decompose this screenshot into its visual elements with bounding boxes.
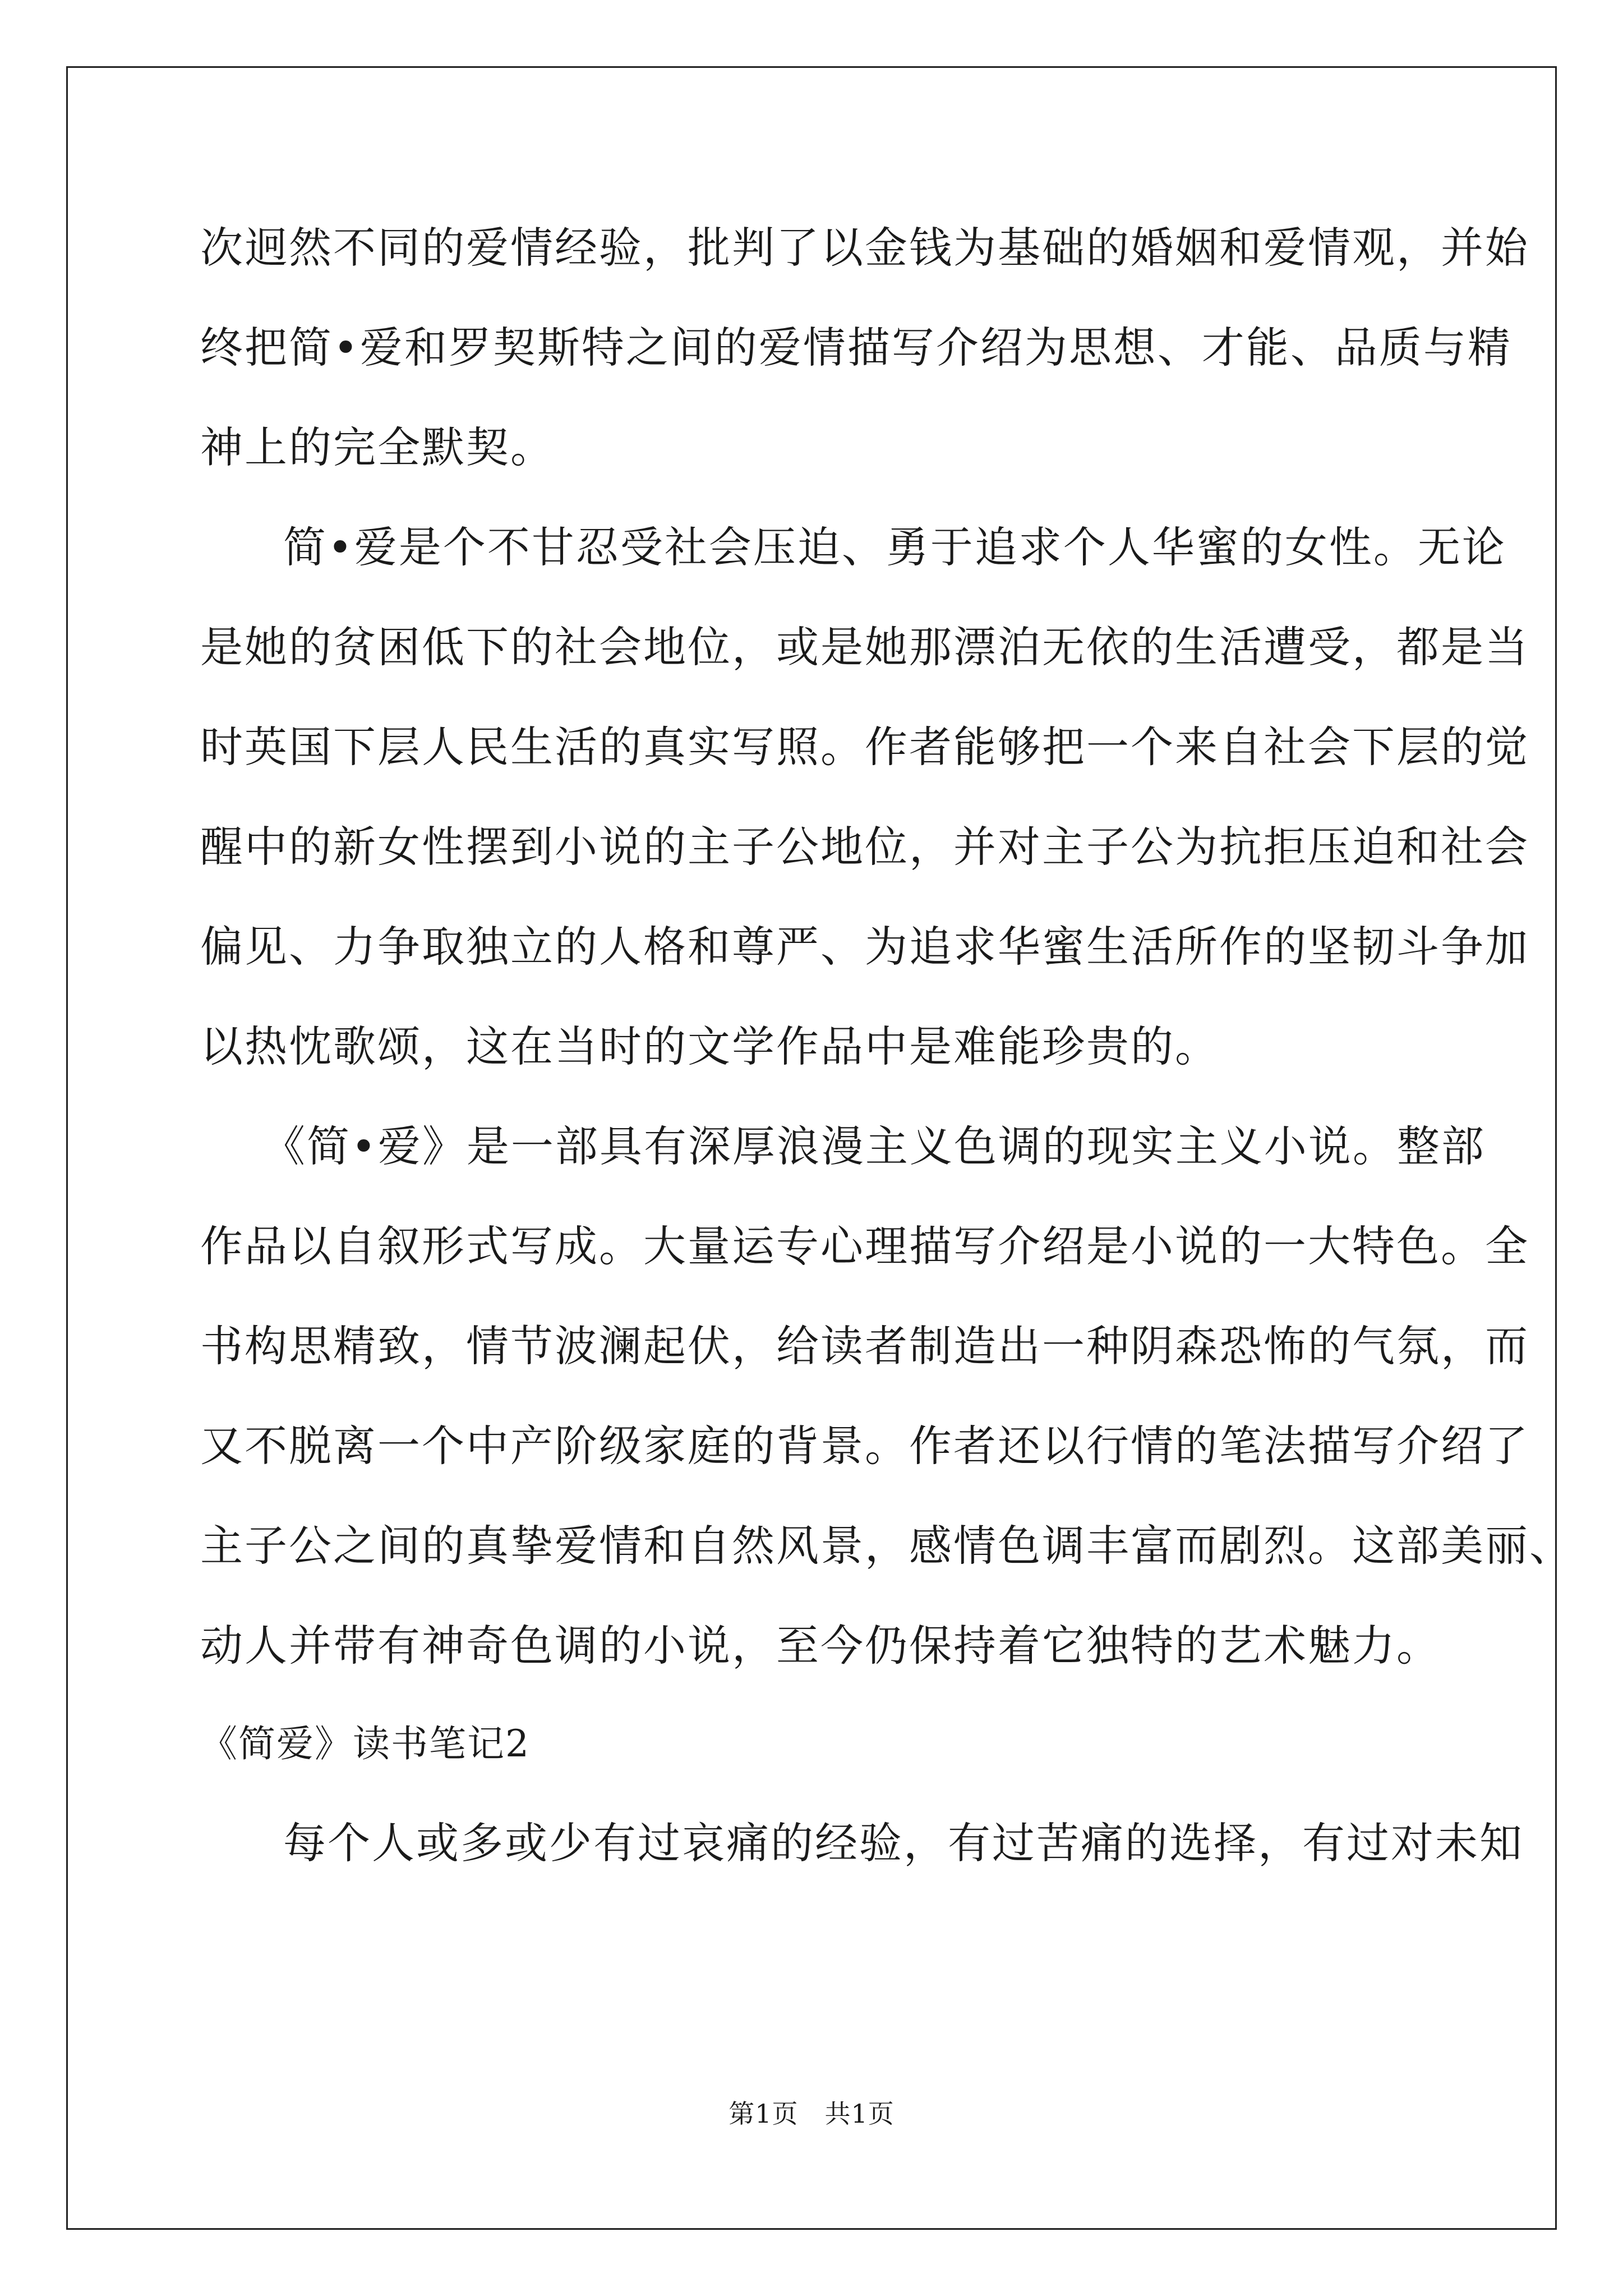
text-line-14: 主子公之间的真挚爱情和自然风景，感情色调丰富而剧烈。这部美丽、 <box>200 1521 1574 1571</box>
section-heading: 《简爱》读书笔记2 <box>200 1722 530 1765</box>
text-line-15: 动人并带有神奇色调的小说，至今仍保持着它独特的艺术魅力。 <box>200 1621 1441 1671</box>
text-line-8: 偏见、力争取独立的人格和尊严、为追求华蜜生活所作的坚韧斗争加 <box>200 922 1529 972</box>
text-line-3: 神上的完全默契。 <box>200 422 555 472</box>
text-line-7: 醒中的新女性摆到小说的主子公地位，并对主子公为抗拒压迫和社会 <box>200 822 1529 872</box>
text-line-1: 次迥然不同的爱情经验，批判了以金钱为基础的婚姻和爱情观，并始 <box>200 223 1529 273</box>
text-line-5: 是她的贫困低下的社会地位，或是她那漂泊无依的生活遭受，都是当 <box>200 622 1529 672</box>
text-line-2: 终把简•爱和罗契斯特之间的爱情描写介绍为思想、才能、品质与精 <box>200 323 1512 372</box>
text-line-11: 作品以自叙形式写成。大量运专心理描写介绍是小说的一大特色。全 <box>200 1221 1529 1271</box>
paragraph-4-line-1: 每个人或多或少有过哀痛的经验，有过苦痛的选择，有过对未知 <box>283 1818 1524 1868</box>
text-line-12: 书构思精致，情节波澜起伏，给读者制造出一种阴森恐怖的气氛，而 <box>200 1321 1529 1371</box>
paragraph-3-line-1: 《简•爱》是一部具有深厚浪漫主义色调的现实主义小说。整部 <box>262 1121 1486 1171</box>
text-line-13: 又不脱离一个中产阶级家庭的背景。作者还以行情的笔法描写介绍了 <box>200 1421 1529 1471</box>
text-line-6: 时英国下层人民生活的真实写照。作者能够把一个来自社会下层的觉 <box>200 722 1529 772</box>
page-number-footer: 第1页 共1页 <box>728 2099 895 2129</box>
text-line-9: 以热忱歌颂，这在当时的文学作品中是难能珍贵的。 <box>200 1022 1219 1071</box>
paragraph-2-line-1: 简•爱是个不甘忍受社会压迫、勇于追求个人华蜜的女性。无论 <box>283 522 1506 572</box>
